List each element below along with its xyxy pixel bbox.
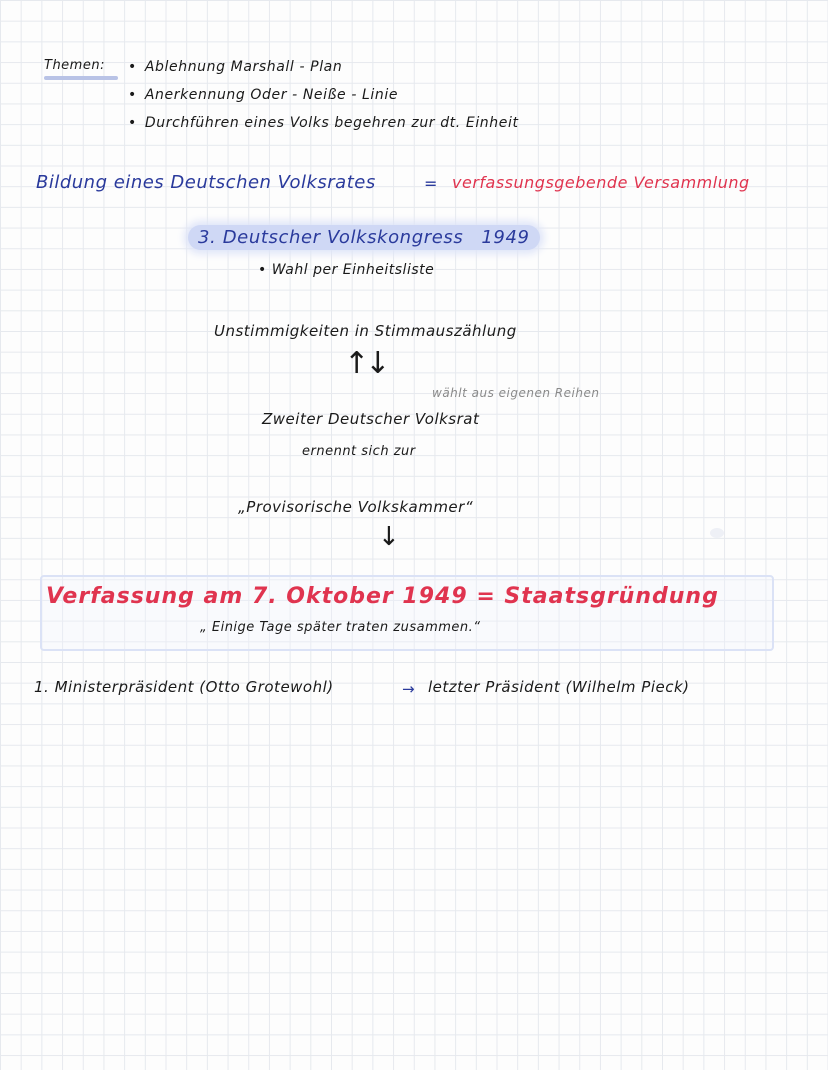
wahl-bullet: • Wahl per Einheitsliste [258,262,434,278]
themen-label: Themen: [44,58,105,73]
first-ministerpraesident: 1. Ministerpräsident (Otto Grotewohl) [34,678,334,696]
volkskongress-highlight [188,225,540,250]
ernennt-text: ernennt sich zur [302,444,416,459]
volksrat-heading: Bildung eines Deutschen Volksrates [36,172,376,193]
list-item: • Durchführen eines Volks begehren zur dt. Einheit [128,112,519,140]
arrow-down-icon: ↓ [378,522,401,552]
smudge [710,528,724,538]
unstimmigkeiten-text: Unstimmigkeiten in Stimmauszählung [214,322,517,340]
themen-list [128,56,519,140]
einige-tage-quote: „ Einige Tage später traten zusammen.“ [200,620,481,635]
volkskongress-year: 1949 [481,227,530,248]
equals-sign: = [424,174,438,193]
themen-underline [44,76,118,80]
up-down-arrows-icon: ↑↓ [344,346,387,381]
list-item: • Ablehnung Marshall - Plan [128,56,519,84]
zweiter-volksrat: Zweiter Deutscher Volksrat [262,410,480,428]
letzter-praesident: letzter Präsident (Wilhelm Pieck) [428,678,690,696]
provisorische-volkskammer: „Provisorische Volkskammer“ [238,498,474,516]
volkskongress-title: 3. Deutscher Volkskongress [198,227,464,248]
right-arrow-icon: → [402,680,416,698]
verfassungsgebende-versammlung: verfassungsgebende Versammlung [452,173,750,192]
waehlt-note: wählt aus eigenen Reihen [432,386,600,400]
list-item: • Anerkennung Oder - Neiße - Linie [128,84,519,112]
verfassung-headline: Verfassung am 7. Oktober 1949 = Staatsgründung [46,584,719,609]
